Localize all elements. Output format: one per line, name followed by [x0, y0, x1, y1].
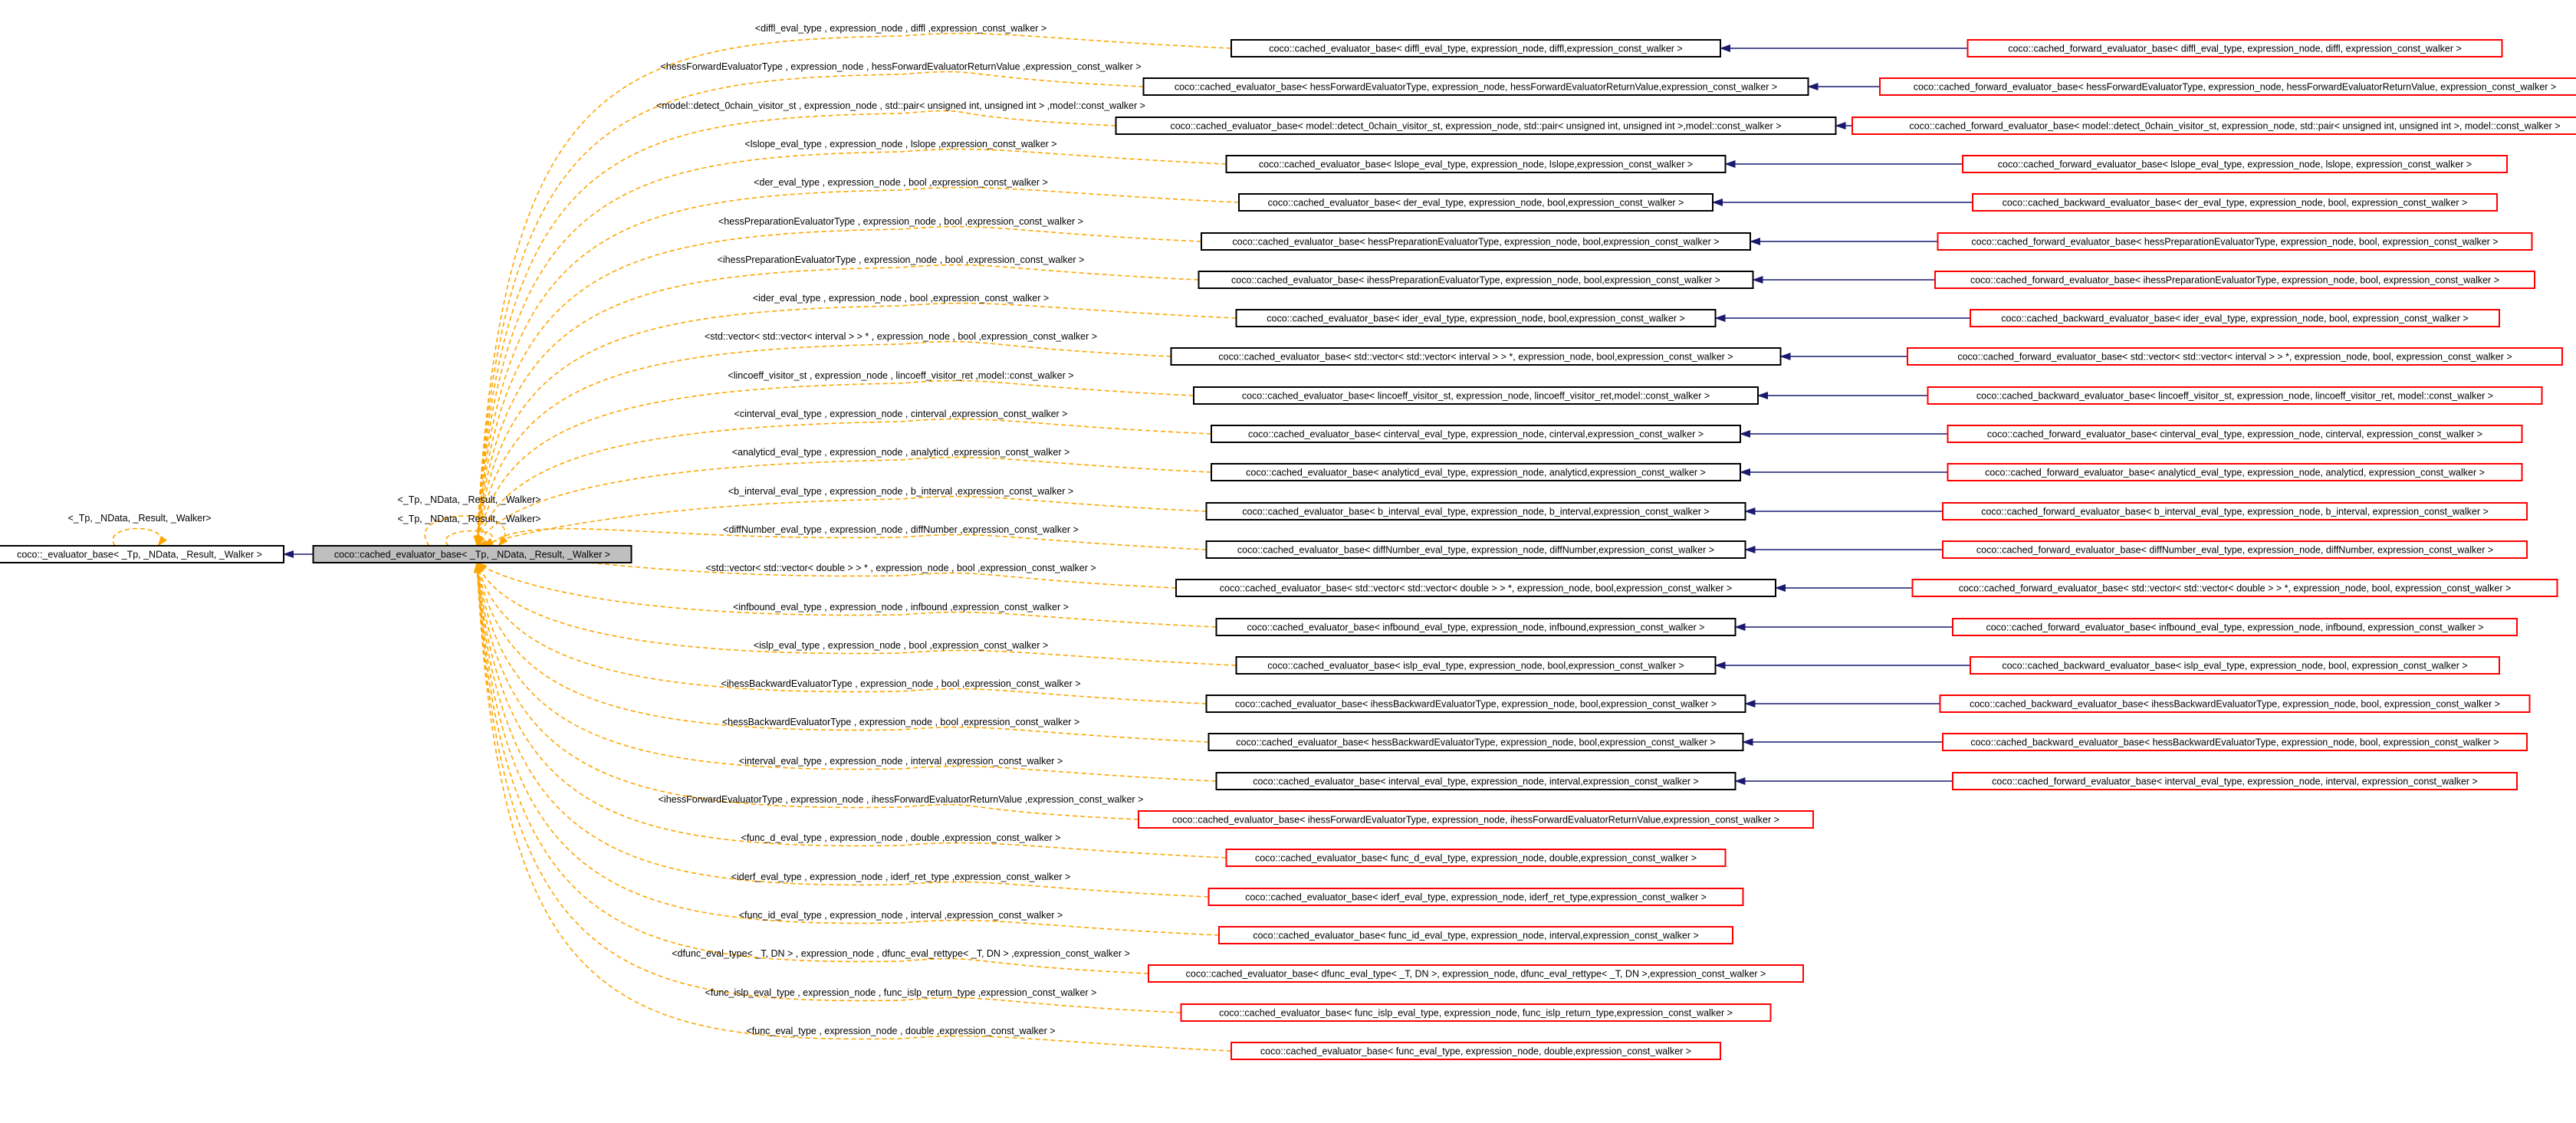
template-instance-16[interactable]: [1217, 619, 1736, 635]
template-edge-19: [477, 563, 1209, 742]
derived-class-19[interactable]: [1943, 734, 2527, 750]
template-instance-1[interactable]: [1231, 40, 1720, 57]
derived-class-16[interactable]: [1953, 619, 2517, 635]
template-instance-9-label: coco::cached_evaluator_base< std::vector< std::vector< interval > > *, expression_node, bool,expression_const_walker >: [1218, 351, 1733, 363]
template-instance-11[interactable]: [1211, 425, 1740, 442]
template-instance-10[interactable]: [1194, 387, 1758, 404]
template-edge-label-17: <islp_eval_type , expression_node , bool ,expression_const_walker >: [753, 640, 1049, 651]
derived-class-1-label: coco::cached_forward_evaluator_base< diffl_eval_type, expression_node, diffl, expression_const_walker >: [2008, 43, 2462, 54]
template-instance-18[interactable]: [1207, 695, 1746, 712]
derived-class-3[interactable]: [1852, 117, 2576, 134]
template-instance-12-label: coco::cached_evaluator_base< analyticd_eval_type, expression_node, analyticd,expression_const_walker >: [1246, 467, 1706, 478]
derived-class-15-label: coco::cached_forward_evaluator_base< std::vector< std::vector< double > > *, expression_node, bool, expression_const_walker >: [1958, 583, 2512, 594]
template-edge-10: [477, 381, 1194, 546]
template-edge-label-11: <cinterval_eval_type , expression_node , cinterval ,expression_const_walker >: [734, 409, 1068, 419]
template-instance-25[interactable]: [1148, 965, 1803, 982]
derived-class-17[interactable]: [1970, 657, 2499, 674]
template-instance-23[interactable]: [1209, 888, 1743, 905]
derived-class-8-label: coco::cached_backward_evaluator_base< ider_eval_type, expression_node, bool, expression_const_walker >: [2001, 313, 2469, 324]
derived-class-14-label: coco::cached_forward_evaluator_base< diffNumber_eval_type, expression_node, diffNumber, expression_const_walker >: [1976, 544, 2494, 556]
template-edge-label-15: <std::vector< std::vector< double > > * , expression_node , bool ,expression_const_walker >: [705, 563, 1096, 573]
derived-class-13-label: coco::cached_forward_evaluator_base< b_interval_eval_type, expression_node, b_interval, expression_const_walker >: [1981, 506, 2489, 517]
template-edge-label-25: <dfunc_eval_type< _T, DN > , expression_node , dfunc_eval_rettype< _T, DN > ,expression_const_walker >: [672, 948, 1130, 959]
template-instance-21[interactable]: [1138, 811, 1813, 828]
template-instance-27[interactable]: [1231, 1043, 1720, 1059]
template-edge-root-self: [113, 529, 160, 547]
derived-class-13[interactable]: [1943, 503, 2527, 520]
derived-class-9-label: coco::cached_forward_evaluator_base< std::vector< std::vector< interval > > *, expression_node, bool, expression_const_walker >: [1957, 351, 2512, 363]
template-instance-26-label: coco::cached_evaluator_base< func_islp_eval_type, expression_node, func_islp_return_type,expression_const_walker >: [1219, 1007, 1733, 1019]
template-instance-2[interactable]: [1144, 78, 1809, 95]
template-edge-label-7: <ihessPreparationEvaluatorType , expression_node , bool ,expression_const_walker >: [717, 254, 1085, 265]
template-instance-25-label: coco::cached_evaluator_base< dfunc_eval_type< _T, DN >, expression_node, dfunc_eval_rettype< _T, DN >,expression_const_walker >: [1185, 968, 1766, 980]
template-edge-label-14: <diffNumber_eval_type , expression_node , diffNumber ,expression_const_walker >: [723, 524, 1079, 535]
template-edge-label-16: <infbound_eval_type , expression_node , infbound ,expression_const_walker >: [733, 602, 1069, 612]
template-edge-label-21: <ihessForwardEvaluatorType , expression_node , ihessForwardEvaluatorReturnValue ,expression_const_walker >: [658, 794, 1144, 805]
template-edge-label-12: <analyticd_eval_type , expression_node , analyticd ,expression_const_walker >: [731, 447, 1070, 458]
template-edge-13: [477, 497, 1207, 546]
template-edge-label-5: <der_eval_type , expression_node , bool ,expression_const_walker >: [754, 177, 1048, 188]
template-instance-24[interactable]: [1219, 927, 1733, 944]
derived-class-17-label: coco::cached_backward_evaluator_base< islp_eval_type, expression_node, bool, expression_const_walker >: [2002, 660, 2468, 672]
template-instance-3-label: coco::cached_evaluator_base< model::detect_0chain_visitor_st, expression_node, std::pair< unsigned int, unsigned int >,model::const_walker >: [1170, 120, 1782, 132]
template-instance-17[interactable]: [1237, 657, 1716, 674]
template-instance-16-label: coco::cached_evaluator_base< infbound_eval_type, expression_node, infbound,expression_const_walker >: [1247, 622, 1705, 633]
derived-class-18[interactable]: [1940, 695, 2530, 712]
template-instance-14[interactable]: [1207, 541, 1746, 558]
template-edge-label-24: <func_id_eval_type , expression_node , interval ,expression_const_walker >: [738, 910, 1063, 921]
template-instance-18-label: coco::cached_evaluator_base< ihessBackwardEvaluatorType, expression_node, bool,expression_const_walker >: [1234, 698, 1717, 710]
derived-class-10-label: coco::cached_backward_evaluator_base< lincoeff_visitor_st, expression_node, lincoeff_visitor_ret, model::const_walker >: [1976, 390, 2494, 402]
template-edge-label-27: <func_eval_type , expression_node , double ,expression_const_walker >: [746, 1026, 1056, 1036]
derived-class-6-label: coco::cached_forward_evaluator_base< hessPreparationEvaluatorType, expression_node, bool, expression_const_walker >: [1971, 236, 2499, 248]
template-edge-label-22: <func_d_eval_type , expression_node , double ,expression_const_walker >: [741, 832, 1061, 843]
derived-class-5[interactable]: [1973, 194, 2497, 211]
template-edge-label-6: <hessPreparationEvaluatorType , expression_node , bool ,expression_const_walker >: [718, 216, 1083, 227]
template-edge-23: [477, 563, 1209, 897]
derived-class-15[interactable]: [1913, 580, 2558, 596]
template-edge-label-18: <ihessBackwardEvaluatorType , expression_node , bool ,expression_const_walker >: [721, 678, 1081, 689]
template-instance-13-label: coco::cached_evaluator_base< b_interval_eval_type, expression_node, b_interval,expression_const_walker >: [1242, 506, 1710, 517]
derived-class-20-label: coco::cached_forward_evaluator_base< interval_eval_type, expression_node, interval, expression_const_walker >: [1992, 776, 2478, 787]
derived-class-14[interactable]: [1943, 541, 2527, 558]
derived-class-20[interactable]: [1953, 773, 2517, 790]
template-instance-15[interactable]: [1176, 580, 1776, 596]
template-instance-6-label: coco::cached_evaluator_base< hessPreparationEvaluatorType, expression_node, bool,expression_const_walker >: [1232, 236, 1720, 248]
center-class-node-label: coco::cached_evaluator_base< _Tp, _NData, _Result, _Walker >: [334, 549, 611, 560]
derived-class-18-label: coco::cached_backward_evaluator_base< ihessBackwardEvaluatorType, expression_node, bool, expression_const_walker >: [1969, 698, 2501, 710]
template-instance-8-label: coco::cached_evaluator_base< ider_eval_type, expression_node, bool,expression_const_walker >: [1267, 313, 1685, 324]
template-instance-7-label: coco::cached_evaluator_base< ihessPreparationEvaluatorType, expression_node, bool,expression_const_walker >: [1231, 274, 1720, 286]
root-class-node-label: coco::_evaluator_base< _Tp, _NData, _Result, _Walker >: [17, 549, 262, 560]
template-instance-8[interactable]: [1237, 310, 1716, 327]
derived-class-12-label: coco::cached_forward_evaluator_base< analyticd_eval_type, expression_node, analyticd, expression_const_walker >: [1985, 467, 2485, 478]
template-edge-27: [477, 563, 1231, 1051]
template-instance-1-label: coco::cached_evaluator_base< diffl_eval_type, expression_node, diffl,expression_const_walker >: [1269, 43, 1683, 54]
template-instance-2-label: coco::cached_evaluator_base< hessForwardEvaluatorType, expression_node, hessForwardEvaluatorReturnValue,expression_const_walker >: [1174, 81, 1778, 93]
derived-class-8[interactable]: [1970, 310, 2499, 327]
template-instance-15-label: coco::cached_evaluator_base< std::vector< std::vector< double > > *, expression_node, bool,expression_const_walker >: [1219, 583, 1733, 594]
derived-class-7-label: coco::cached_forward_evaluator_base< ihessPreparationEvaluatorType, expression_node, bool, expression_const_walker >: [1970, 274, 2500, 286]
template-edge-26: [477, 563, 1181, 1013]
template-instance-20[interactable]: [1217, 773, 1736, 790]
template-instance-17-label: coco::cached_evaluator_base< islp_eval_type, expression_node, bool,expression_const_walker >: [1267, 660, 1684, 672]
template-edge-label-2: <hessForwardEvaluatorType , expression_node , hessForwardEvaluatorReturnValue ,expression_const_walker >: [660, 61, 1142, 72]
template-instance-6[interactable]: [1201, 233, 1750, 250]
root-self-edge-label: <_Tp, _NData, _Result, _Walker>: [67, 513, 212, 524]
template-edge-label-10: <lincoeff_visitor_st , expression_node , lincoeff_visitor_ret ,model::const_walker >: [728, 370, 1074, 381]
template-instance-23-label: coco::cached_evaluator_base< iderf_eval_type, expression_node, iderf_ret_type,expression_const_walker >: [1245, 892, 1707, 903]
template-instance-24-label: coco::cached_evaluator_base< func_id_eval_type, expression_node, interval,expression_const_walker >: [1253, 930, 1699, 941]
derived-class-16-label: coco::cached_forward_evaluator_base< infbound_eval_type, expression_node, infbound, expression_const_walker >: [1986, 622, 2484, 633]
derived-class-7[interactable]: [1935, 271, 2535, 288]
template-edge-label-19: <hessBackwardEvaluatorType , expression_node , bool ,expression_const_walker >: [721, 717, 1080, 727]
template-instance-4-label: coco::cached_evaluator_base< lslope_eval_type, expression_node, lslope,expression_const_walker >: [1258, 159, 1694, 170]
template-instance-12[interactable]: [1211, 464, 1740, 481]
derived-class-10[interactable]: [1928, 387, 2542, 404]
template-instance-9[interactable]: [1171, 348, 1781, 365]
derived-class-4-label: coco::cached_forward_evaluator_base< lslope_eval_type, expression_node, lslope, expression_const_walker >: [1997, 159, 2472, 170]
derived-class-9[interactable]: [1907, 348, 2562, 365]
derived-class-12[interactable]: [1948, 464, 2522, 481]
template-instance-5[interactable]: [1239, 194, 1713, 211]
derived-class-3-label: coco::cached_forward_evaluator_base< model::detect_0chain_visitor_st, expression_node, std::pair< unsigned int, unsigned int >, model::const_walker >: [1909, 120, 2561, 132]
template-instance-22[interactable]: [1227, 849, 1726, 866]
derived-class-11[interactable]: [1948, 425, 2522, 442]
template-edge-label-23: <iderf_eval_type , expression_node , iderf_ret_type ,expression_const_walker >: [731, 872, 1071, 882]
template-instance-26[interactable]: [1181, 1004, 1771, 1021]
root-class-node[interactable]: [0, 546, 284, 563]
template-edge-label-4: <lslope_eval_type , expression_node , lslope ,expression_const_walker >: [744, 139, 1057, 149]
template-edge-20: [477, 563, 1217, 781]
derived-class-19-label: coco::cached_backward_evaluator_base< hessBackwardEvaluatorType, expression_node, bool, expression_const_walker >: [1970, 737, 2499, 748]
derived-class-2[interactable]: [1880, 78, 2576, 95]
derived-class-4[interactable]: [1963, 156, 2507, 172]
template-edge-label-26: <func_islp_eval_type , expression_node , func_islp_return_type ,expression_const_walker >: [705, 987, 1097, 998]
derived-class-6[interactable]: [1938, 233, 2532, 250]
center-class-node[interactable]: [314, 546, 632, 563]
center-self-edge-label-2: <_Tp, _NData, _Result, _Walker>: [397, 514, 541, 524]
template-instance-14-label: coco::cached_evaluator_base< diffNumber_eval_type, expression_node, diffNumber,expression_const_walker >: [1237, 544, 1715, 556]
template-instance-20-label: coco::cached_evaluator_base< interval_eval_type, expression_node, interval,expression_const_walker >: [1253, 776, 1699, 787]
center-self-edge-label-1: <_Tp, _NData, _Result, _Walker>: [397, 494, 541, 505]
template-instance-3[interactable]: [1116, 117, 1836, 134]
template-instance-27-label: coco::cached_evaluator_base< func_eval_type, expression_node, double,expression_const_walker >: [1260, 1046, 1692, 1057]
derived-class-5-label: coco::cached_backward_evaluator_base< der_eval_type, expression_node, bool, expression_const_walker >: [2002, 197, 2468, 209]
derived-class-1[interactable]: [1968, 40, 2502, 57]
template-edge-label-8: <ider_eval_type , expression_node , bool ,expression_const_walker >: [752, 293, 1050, 304]
template-edge-label-20: <interval_eval_type , expression_node , interval ,expression_const_walker >: [738, 756, 1063, 767]
template-edge-6: [477, 227, 1201, 546]
template-edge-label-9: <std::vector< std::vector< interval > > * , expression_node , bool ,expression_const_walker >: [704, 331, 1098, 342]
template-edge-label-13: <b_interval_eval_type , expression_node , b_interval ,expression_const_walker >: [728, 486, 1074, 497]
template-instance-5-label: coco::cached_evaluator_base< der_eval_type, expression_node, bool,expression_const_walker >: [1267, 197, 1684, 209]
template-edge-label-3: <model::detect_0chain_visitor_st , expression_node , std::pair< unsigned int, unsigned int > ,model::const_walker >: [656, 100, 1145, 111]
template-instance-7[interactable]: [1199, 271, 1753, 288]
template-instance-22-label: coco::cached_evaluator_base< func_d_eval_type, expression_node, double,expression_const_walker >: [1254, 852, 1697, 864]
template-instance-10-label: coco::cached_evaluator_base< lincoeff_visitor_st, expression_node, lincoeff_visitor_ret,model::const_walker >: [1241, 390, 1710, 402]
derived-class-11-label: coco::cached_forward_evaluator_base< cinterval_eval_type, expression_node, cinterval, expression_const_walker >: [1986, 429, 2483, 440]
template-edge-label-1: <diffl_eval_type , expression_node , diffl ,expression_const_walker >: [754, 23, 1047, 34]
template-instance-21-label: coco::cached_evaluator_base< ihessForwardEvaluatorType, expression_node, ihessForwardEvaluatorReturnValue,expression_const_walker >: [1172, 814, 1779, 826]
template-instance-13[interactable]: [1207, 503, 1746, 520]
template-edge-3: [477, 111, 1116, 546]
template-instance-19[interactable]: [1209, 734, 1743, 750]
template-instance-19-label: coco::cached_evaluator_base< hessBackwardEvaluatorType, expression_node, bool,expression_const_walker >: [1236, 737, 1716, 748]
template-instance-4[interactable]: [1227, 156, 1726, 172]
derived-class-2-label: coco::cached_forward_evaluator_base< hessForwardEvaluatorType, expression_node, hessForwardEvaluatorReturnValue, expression_const_walker >: [1913, 81, 2557, 93]
template-instance-11-label: coco::cached_evaluator_base< cinterval_eval_type, expression_node, cinterval,expression_const_walker >: [1247, 429, 1704, 440]
